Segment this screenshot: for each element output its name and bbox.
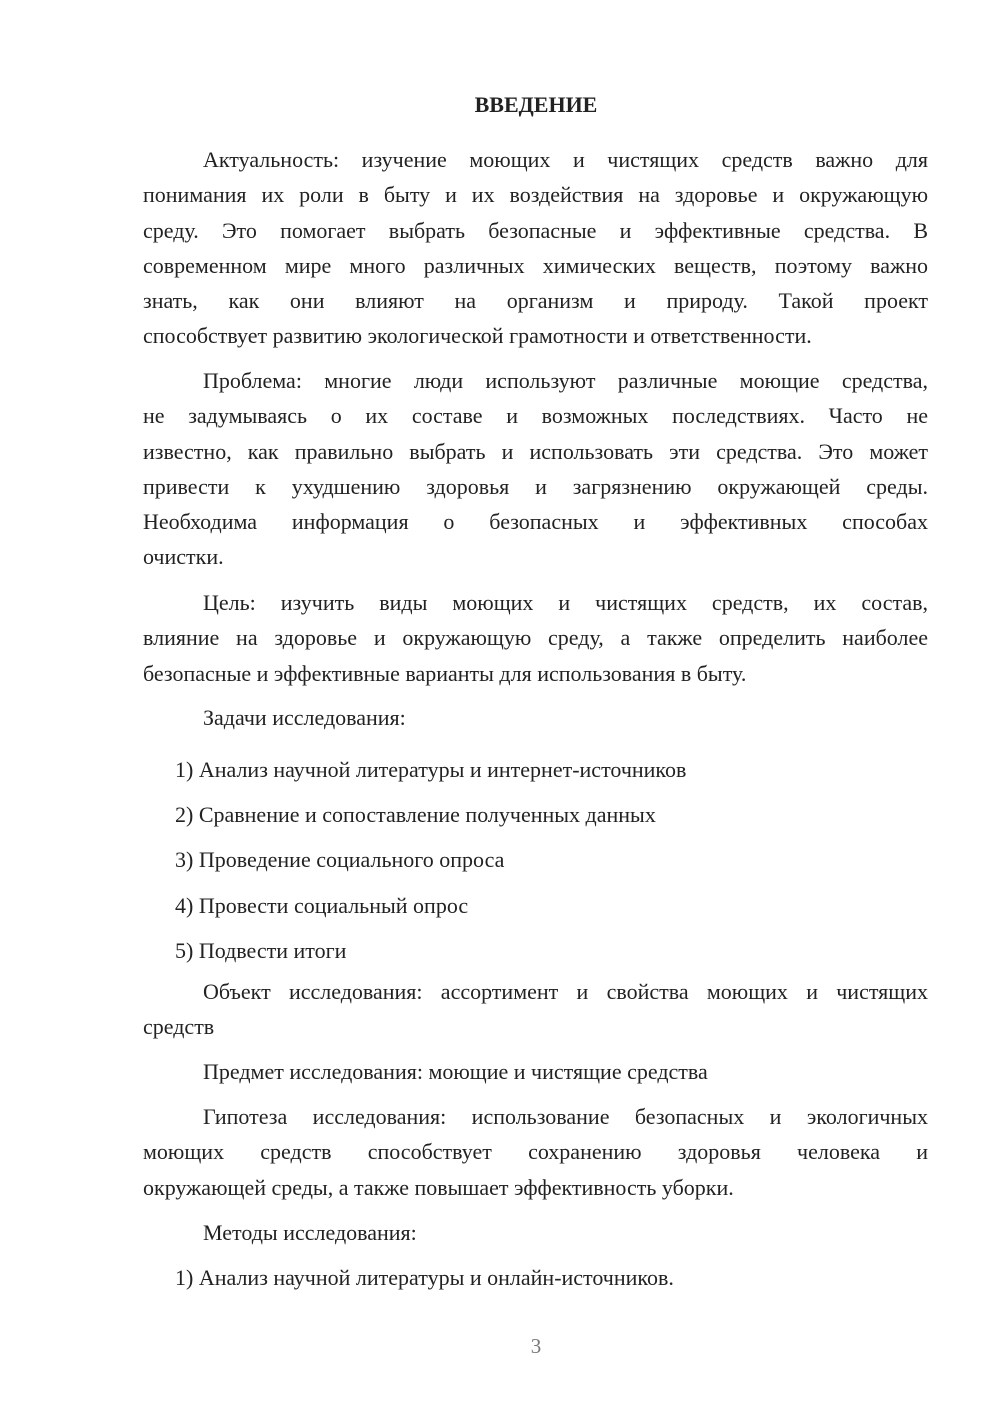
paragraph-subject bbox=[143, 1054, 928, 1089]
paragraph-hypothesis bbox=[143, 1099, 928, 1205]
list-item: 1) Анализ научной литературы и онлайн-источников. bbox=[175, 1265, 674, 1290]
text-line: Методы исследования: bbox=[203, 1220, 417, 1245]
text-line: Объект исследования: ассортимент и свойства моющих и чистящих bbox=[203, 979, 928, 1004]
text-line: известно, как правильно выбрать и использовать эти средства. Это может bbox=[143, 438, 928, 464]
text-line: Гипотеза исследования: использование безопасных и экологичных bbox=[203, 1104, 928, 1129]
text-line: Цель: изучить виды моющих и чистящих средств, их состав, bbox=[203, 590, 928, 615]
paragraph-goal bbox=[143, 585, 928, 691]
text-line: Необходима информация о безопасных и эффективных способах bbox=[143, 509, 928, 535]
text-line: безопасные и эффективные варианты для использования в быту. bbox=[143, 660, 747, 686]
list-item: 1) Анализ научной литературы и интернет-источников bbox=[175, 757, 687, 782]
text-line: способствует развитию экологической грамотности и ответственности. bbox=[143, 323, 812, 349]
paragraph-object bbox=[143, 974, 928, 1045]
list-item: 4) Провести социальный опрос bbox=[175, 892, 469, 918]
text-line: Предмет исследования: моющие и чистящие средства bbox=[203, 1059, 708, 1084]
text-line: привести к ухудшению здоровья и загрязнению окружающей среды. bbox=[143, 473, 928, 499]
paragraph-relevance bbox=[143, 142, 928, 354]
text-line: окружающей среды, а также повышает эффективность уборки. bbox=[143, 1174, 734, 1200]
tasks-list bbox=[143, 747, 928, 973]
page-number: 3 bbox=[530, 1334, 542, 1358]
text-line: очистки. bbox=[143, 544, 224, 570]
list-item: 2) Сравнение и сопоставление полученных данных bbox=[175, 802, 656, 828]
text-line: Задачи исследования: bbox=[203, 705, 406, 730]
text-line: влияние на здоровье и окружающую среду, а также определить наиболее bbox=[143, 625, 928, 651]
methods-heading bbox=[143, 1215, 928, 1250]
text-line: моющих средств способствует сохранению здоровья человека и bbox=[143, 1139, 928, 1165]
list-item: 5) Подвести итоги bbox=[175, 937, 347, 963]
text-line: Проблема: многие люди используют различные моющие средства, bbox=[203, 368, 928, 393]
text-line: современном мире много различных химических веществ, поэтому важно bbox=[143, 252, 928, 278]
text-line: среду. Это помогает выбрать безопасные и эффективные средства. В bbox=[143, 217, 928, 243]
paragraph-problem bbox=[143, 363, 928, 575]
text-line: знать, как они влияют на организм и природу. Такой проект bbox=[143, 288, 928, 314]
methods-list bbox=[143, 1260, 928, 1295]
tasks-heading bbox=[143, 700, 928, 735]
text-line: понимания их роли в быту и их воздействия на здоровье и окружающую bbox=[143, 182, 928, 208]
text-line: Актуальность: изучение моющих и чистящих средств важно для bbox=[203, 147, 928, 172]
page-title: ВВЕДЕНИЕ bbox=[474, 92, 598, 117]
text-line: не задумываясь о их составе и возможных последствиях. Часто не bbox=[143, 403, 928, 429]
list-item: 3) Проведение социального опроса bbox=[175, 847, 505, 873]
text-line: средств bbox=[143, 1014, 215, 1040]
